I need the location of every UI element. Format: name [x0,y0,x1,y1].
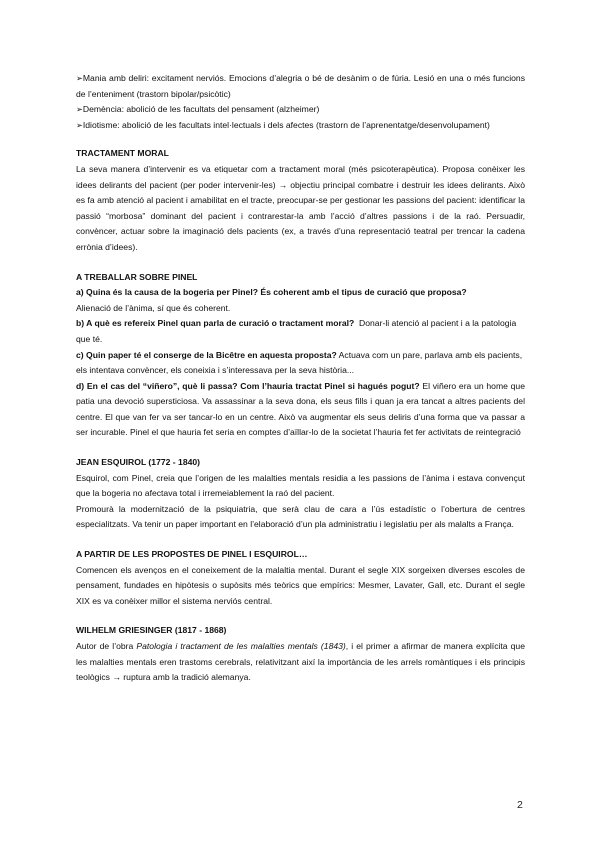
arrow-bullet-icon: ➢ [76,119,83,130]
right-arrow-icon: → [112,672,121,683]
heading-ellipsis: … [298,549,308,560]
answer-text: Alienació de l’ànima, sí que és coherent. [76,302,231,313]
paragraph-text: Autor de l’obra [76,641,134,651]
page-content [76,71,525,686]
bullet-text: Idiotisme: abolició de les facultats intel·lectuals i dels afectes (trastorn de l’aprenentatge/desenvolupament) [82,119,490,130]
right-arrow-icon: → [278,179,288,190]
question-item [76,316,525,347]
answer-text: Actuava com un pare, parlava amb els pacients, els intentava convèncer, els coneixia i s’interessava per la seva història... [76,349,523,376]
paragraph-text: , i el primer a afirmar de manera explícita que les malalties mentals eren trastoms cerebrals, relativitzant així la importància de les arrels romàntiques i els principis teològics [76,641,525,683]
arrow-bullet-icon: ➢ [76,104,83,115]
arrow-bullet-icon: ➢ [76,73,83,83]
question-text: a) Quina és la causa de la bogeria per Pinel? És coherent amb el tipus de curació que proposa? [76,287,467,298]
section-paragraph: Esquirol, com Pinel, creia que l’origen de les malalties mentals residia a les passions de l’ànima i estava convençut que la bogeria no afectava total i irremeiablement la raó del pacient. [76,472,525,499]
section-wilhelm-griesinger [76,623,525,685]
paragraph-text: ruptura amb la tradició alemanya. [123,672,251,683]
question-item [76,285,525,301]
paragraph-text: objectiu principal combatre i destruir les idees delirants. Això es fa amb atenció al pacient i amabilitat en el tracte, preocupar-se per gestionar les passions del pacient: identificar la passió “morbosa” dominant del pacient i contrarestar-la amb l’acció d’altres passions i de la raó. Persuadir, convèncer, actuar sobre la imaginació dels pacients (ex, a través d’una representació teatral per trencar la cadena errònia d’idees). [76,179,525,252]
section-paragraph [76,162,525,256]
bullet-item [76,118,525,134]
question-item [76,379,525,441]
bullet-text: Mania amb deliri: excitament nerviós. Emocions d’alegria o bé de desànim o de fúria. Lesió en una o més funcions de l’enteniment (trastorn bipolar/psicòtic) [76,73,525,99]
question-text: c) Quin paper té el conserge de la Bicêtre en aquesta proposta? [76,349,337,360]
section-heading: WILHELM GRIESINGER (1817 - 1868) [76,625,227,636]
book-title: Patologia i tractament de les malalties mentals (1843) [136,641,346,651]
section-jean-esquirol [76,455,525,533]
question-text: b) A què es refereix Pinel quan parla de curació o tractament moral? [76,318,355,329]
section-heading: A TREBALLAR SOBRE PINEL [76,271,198,282]
answer-text: El viñero era un home que patia una devoció supersticiosa. Va assassinar a la seva dona, els seus fills i quan ja era tancat a altres pacients del centre. El que van fer va ser tancar-lo en un centre. Això va augmentar els seus deliris d’una forma que va passar a ser incurable. Pinel el que hauria fet seria en comptes d’aïllar-lo de la societat l’hauria fet fer activitats de reintegració [76,380,525,438]
bullet-item [76,102,525,118]
page-number: 2 [517,799,523,811]
section-tractament-moral [76,146,525,255]
section-heading: JEAN ESQUIROL (1772 - 1840) [76,457,201,468]
paragraph-text: La seva manera d’intervenir es va etiquetar com a tractament moral (més psicoterapèutica). Proposa conèixer les idees delirants del pacient (per poder intervenir-les) [76,163,525,190]
section-heading [76,547,525,563]
bullet-list [76,71,525,133]
section-heading: TRACTAMENT MORAL [76,148,169,159]
section-paragraph: Comencen els avenços en el coneixement de la malaltia mental. Durant el segle XIX sorgeixen diverses escoles de pensament, fundades en hipòtesis o supòsits més teòrics que empírics: Mesmer, Lavater, Gall, etc. Durant el segle XIX es va conèixer millor el sistema nerviós central. [76,564,525,606]
section-paragraph: Promourà la modernització de la psiquiatria, que serà clau de cara a l’ús estadístic o l’obertura de centres especialitzats. Va tenir un paper important en l’elaboració d’un pla administratiu i legislatiu per als malalts a França. [76,503,525,530]
question-text: d) En el cas del “viñero”, què li passa? Com l’hauria tractat Pinel si hagués pogut? [76,380,420,391]
question-item [76,348,525,379]
heading-text: A PARTIR DE LES PROPOSTES DE PINEL I ESQUIROL [76,549,299,560]
section-paragraph [76,639,525,686]
section-a-partir [76,547,525,609]
bullet-item [76,71,525,102]
section-treballar-pinel [76,270,525,442]
bullet-text: Demència: abolició de les facultats del pensament (alzheimer) [82,104,320,115]
answer-text: Donar-li atenció al pacient i a la patologia que té. [76,318,517,344]
